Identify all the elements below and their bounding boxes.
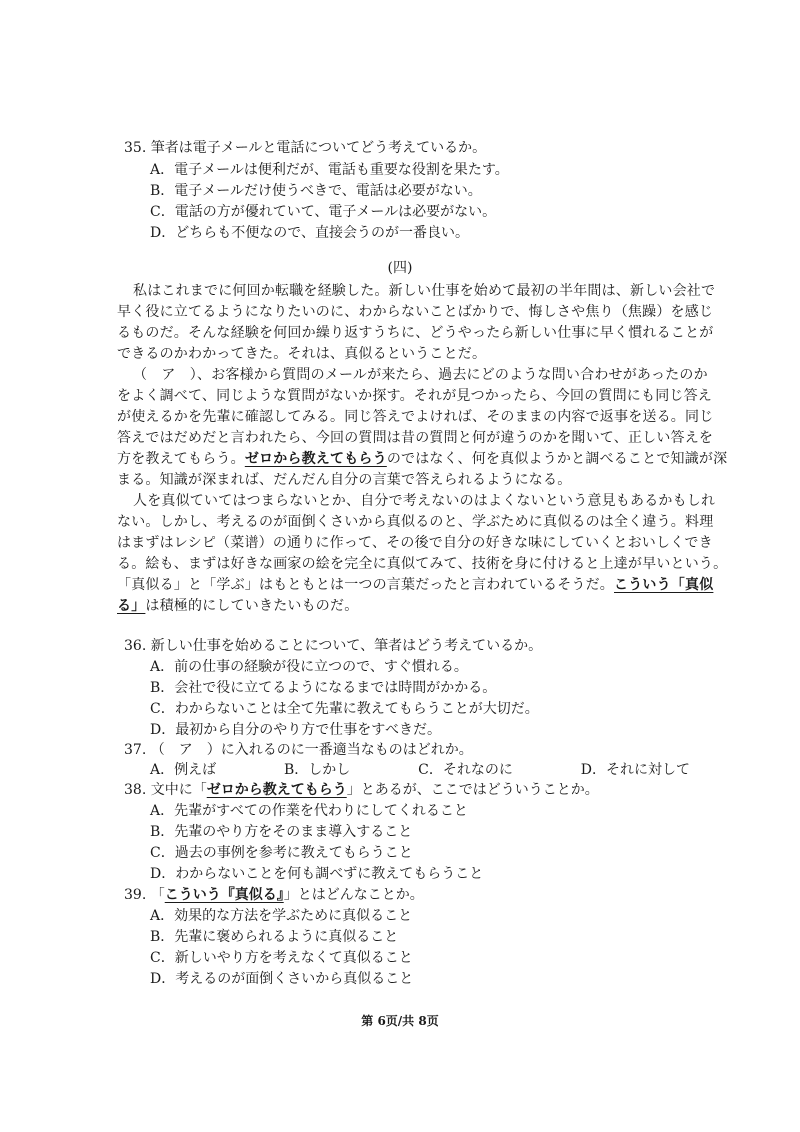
passage-line: 私はこれまでに何回か転職を経験した。新しい仕事を始めて最初の半年間は、新しい会社で xyxy=(133,283,716,299)
passage-line: 早く役に立てるようになりたいのに、わからないことばかりで、悔しさや焦り（焦躁）を感じ xyxy=(117,304,714,320)
passage-line: 答えではだめだと言われたら、今回の質問は昔の質問と何が違うのかを聞いて、正しい答えを xyxy=(117,430,714,446)
passage-line xyxy=(117,449,727,469)
question-38-option-b: B．先輩のやり方をそのまま導入すること xyxy=(150,824,413,840)
page-number: 第 6页/共 8页 xyxy=(361,1014,439,1028)
passage-text: 方を教えてもらう。 xyxy=(117,451,245,467)
question-35-option-c: C．電話の方が優れていて、電子メールは必要がない。 xyxy=(150,204,497,220)
question-38-option-d: D．わからないことを何も調べずに教えてもらうこと xyxy=(150,866,484,882)
question-39-option-a: A．効果的な方法を学ぶために真似ること xyxy=(150,908,413,924)
question-38-option-a: A．先輩がすべての作業を代わりにしてくれること xyxy=(150,803,468,819)
passage-line: をよく調べて、同じような質問がないか探す。それが見つかったら、今回の質問にも同じ答え xyxy=(117,388,712,404)
question-36-option-a: A．前の仕事の経験が役に立つので、すぐ慣れる。 xyxy=(150,659,468,675)
question-35-option-b: B．電子メールだけ使うべきで、電話は必要がない。 xyxy=(150,183,482,199)
question-35-option-a: A．電子メールは便利だが、電話も重要な役割を果たす。 xyxy=(150,162,509,178)
question-36-option-b: B．会社で役に立てるようになるまでは時間がかかる。 xyxy=(150,680,497,696)
question-39-stem xyxy=(124,885,424,905)
passage-line xyxy=(117,575,713,595)
passage-line: 人を真似ていてはつまらないとか、自分で考えないのはよくないという意見もあるかもしれ xyxy=(133,493,716,509)
question-39-stem-pre: 39. 「 xyxy=(124,887,165,903)
question-37-option-a: A．例えば xyxy=(150,762,217,778)
passage-text: のではなく、何を真似ようかと調べることで知識が深 xyxy=(386,451,728,467)
passage-line: る。絵も、まずは好きな画家の絵を完全に真似てみて、技術を身に付けると上達が早いという。 xyxy=(117,556,728,572)
passage-text: は積極的にしていきたいものだ。 xyxy=(145,598,359,614)
passage-text: 「真似る」と「学ぶ」はもともとは一つの言葉だったと言われているそうだ。 xyxy=(117,577,614,593)
question-38-stem-post: 」とあるが、ここではどういうことか。 xyxy=(346,782,599,798)
passage-line: （ ア ）、お客様から質問のメールが来たら、過去にどのような問い合わせがあったのか xyxy=(133,367,708,383)
underlined-phrase-zero: ゼロから教えてもらう xyxy=(244,451,387,467)
question-36-option-c: C．わからないことは全て先輩に教えてもらうことが大切だ。 xyxy=(150,701,539,717)
underlined-phrase-manereru: こういう「真似 xyxy=(614,577,714,593)
passage-line: が使えるかを先輩に確認してみる。同じ答えでよければ、そのままの内容で返事を送る。同じ xyxy=(117,409,714,425)
question-39-option-b: B．先輩に褒められるように真似ること xyxy=(150,929,399,945)
passage-line: るものだ。そんな経験を何回か繰り返すうちに、どうやったら新しい仕事に早く慣れることが xyxy=(117,325,714,341)
question-39-option-d: D．考えるのが面倒くさいから真似ること xyxy=(150,971,414,987)
question-37-option-b: B．しかし xyxy=(284,762,351,778)
question-35-stem: 35. 筆者は電子メールと電話についてどう考えているか。 xyxy=(124,140,487,156)
question-37-stem: 37. （ ア ）に入れるのに一番適当なものはどれか。 xyxy=(124,742,473,758)
question-36-option-d: D．最初から自分のやり方で仕事をすべきだ。 xyxy=(150,722,441,738)
question-39-stem-post: 」とはどんなことか。 xyxy=(283,887,424,903)
question-38-stem-pre: 38. 文中に「 xyxy=(124,782,207,798)
underlined-phrase-manereru-end: る」 xyxy=(117,598,146,614)
question-37-option-c: C．それなのに xyxy=(418,762,513,778)
question-38-option-c: C．過去の事例を参考に教えてもらうこと xyxy=(150,845,413,861)
question-37-options xyxy=(150,760,690,780)
question-39-underlined-phrase: こういう『真似る』 xyxy=(164,887,284,903)
passage-line: できるのかわかってきた。それは、真似るということだ。 xyxy=(117,346,487,362)
question-35-option-d: D．どちらも不便なので、直接会うのが一番良い。 xyxy=(150,225,469,241)
question-37-option-d: D．それに対して xyxy=(580,762,690,778)
question-36-stem: 36. 新しい仕事を始めることについて、筆者はどう考えているか。 xyxy=(124,638,543,654)
passage-line xyxy=(117,596,358,616)
question-39-option-c: C．新しいやり方を考えなくて真似ること xyxy=(150,950,413,966)
passage-line: ない。しかし、考えるのが面倒くさいから真似るのと、学ぶために真似るのは全く違う。料理 xyxy=(117,514,714,530)
passage-line: まる。知識が深まれば、だんだん自分の言葉で答えられるようになる。 xyxy=(117,472,572,488)
passage-line: はまずはレシピ（菜谱）の通りに作って、その後で自分の好きな味にしていくとおいしくでき xyxy=(117,535,713,551)
question-38-underlined-phrase: ゼロから教えてもらう xyxy=(206,782,347,798)
question-38-stem xyxy=(124,780,599,800)
section-title: (四) xyxy=(387,260,413,276)
